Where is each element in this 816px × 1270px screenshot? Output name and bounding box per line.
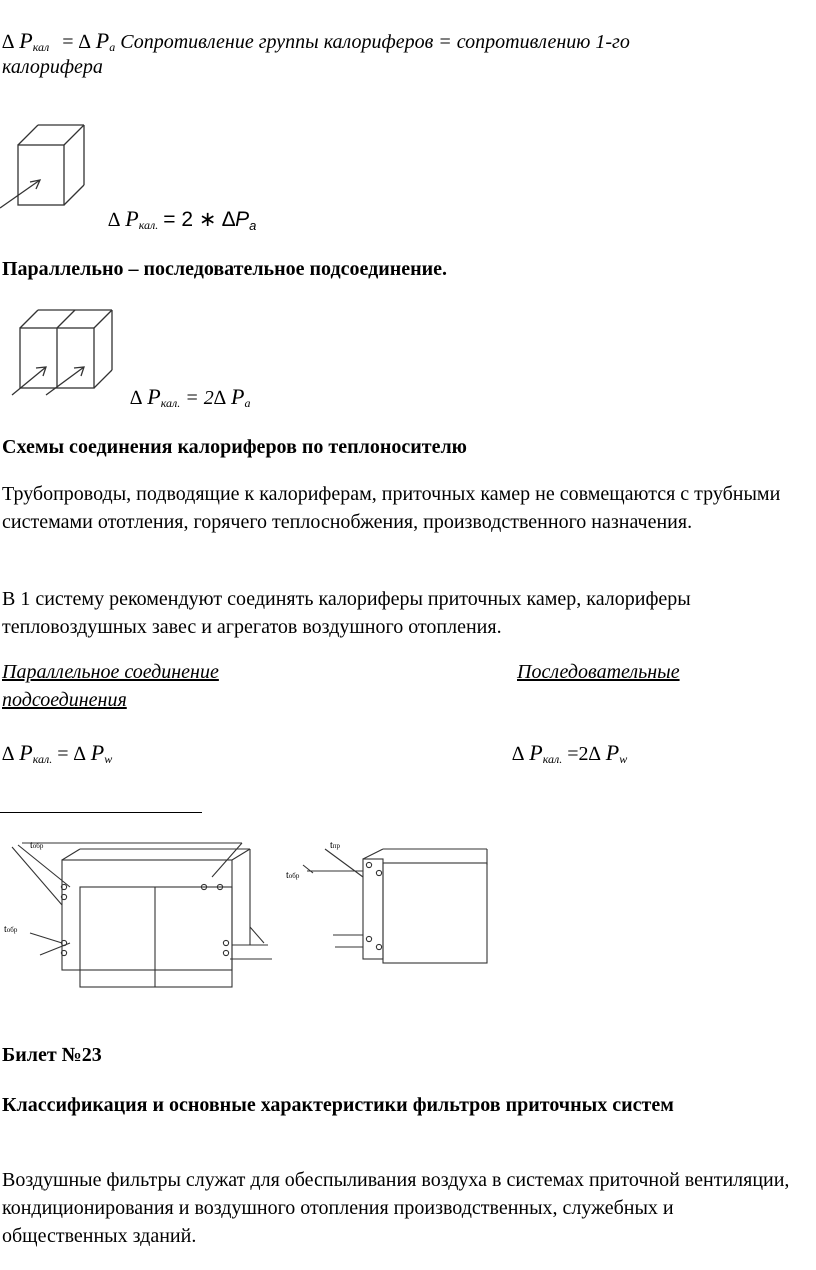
paragraph-filters: Воздушные фильтры служат для обеспыливания воздуха в системах приточной вентиляции, кондиционирования и воздушного отопления производственных, служебных и общественных зданий.	[2, 1169, 790, 1247]
series-formula	[108, 206, 256, 232]
pressure-symbol: P	[125, 206, 139, 231]
pressure-symbol: P	[95, 28, 110, 53]
pressure-symbol: P	[230, 384, 245, 409]
t-obr-label-right	[286, 870, 299, 881]
series-connection-formula	[512, 740, 627, 766]
t-obr-label-left	[30, 840, 43, 851]
label-series-connection-cont: подсоединения	[2, 689, 127, 711]
pressure-subscript: кал.	[542, 752, 563, 766]
heading-parallel-series: Параллельно – последовательное подсоединение.	[2, 258, 448, 280]
double-calorifer-sketch	[0, 305, 130, 405]
ticket-title: Билет №23	[2, 1044, 102, 1066]
parallel-piping-diagram	[0, 835, 290, 975]
pressure-subscript: кал.	[160, 396, 181, 410]
t-symbol: t	[330, 840, 333, 851]
paragraph-one-system: В 1 систему рекомендуют соединять калориферы приточных камер, калориферы тепловоздушных завес и агрегатов воздушного отопления.	[2, 588, 691, 638]
delta-symbol: ∆	[2, 31, 15, 53]
pressure-symbol: P	[605, 740, 620, 765]
pressure-subscript: кал.	[32, 752, 53, 766]
t-symbol: t	[30, 840, 33, 851]
heading-filters: Классификация и основные характеристики фильтров приточных систем	[2, 1094, 674, 1116]
t-symbol: t	[286, 870, 289, 881]
label-parallel-connection	[2, 661, 514, 684]
pressure-subscript: w	[619, 752, 628, 766]
delta-symbol: ∆	[2, 743, 15, 765]
pressure-symbol: P	[19, 740, 33, 765]
parallel-series-formula	[130, 384, 250, 410]
formula-rhs: = 2∆	[185, 387, 226, 409]
pressure-subscript: a	[244, 396, 251, 410]
pressure-subscript: кал	[32, 40, 50, 54]
resistance-formula-line	[2, 28, 630, 54]
pressure-symbol: P	[235, 208, 250, 231]
delta-symbol: ∆	[108, 209, 121, 231]
series-piping-diagram	[285, 835, 495, 965]
delta-symbol: ∆	[130, 387, 143, 409]
pressure-symbol: P	[90, 740, 105, 765]
delta-symbol: ∆	[78, 31, 91, 53]
t-symbol: t	[4, 924, 7, 935]
t-pod-label-left	[4, 924, 17, 935]
pressure-symbol: P	[147, 384, 161, 409]
pressure-symbol: P	[19, 28, 33, 53]
separator-line	[0, 812, 202, 813]
resistance-description: Сопротивление группы калориферов = сопротивлению 1-го	[120, 31, 630, 53]
resistance-description-cont: калорифера	[2, 56, 103, 78]
t-subscript: обр	[6, 926, 18, 934]
pressure-subscript: a	[109, 40, 116, 54]
delta-symbol: ∆	[512, 743, 525, 765]
formula-rhs: = ∆	[57, 743, 86, 765]
pressure-subscript: w	[104, 752, 113, 766]
single-calorifer-sketch	[0, 120, 120, 220]
t-subscript: обр	[288, 872, 300, 880]
t-pod-label-right	[330, 840, 340, 851]
label-series-connection: Последовательные	[517, 661, 680, 683]
t-subscript: обр	[32, 842, 44, 850]
formula-rhs: =2∆	[567, 743, 601, 765]
formula-rhs: = 2 ∗ ∆	[163, 208, 236, 231]
t-subscript: пр	[332, 842, 341, 850]
paragraph-pipelines: Трубопроводы, подводящие к калориферам, приточных камер не совмещаются с трубными системами ототления, горячего теплоснобжения, производственного назначения.	[2, 483, 781, 533]
heading-schemes: Схемы соединения калориферов по теплоносителю	[2, 436, 467, 458]
pressure-subscript: кал.	[138, 218, 159, 232]
equals-sign: =	[62, 31, 74, 53]
pressure-subscript: a	[249, 218, 257, 233]
pressure-symbol: P	[529, 740, 543, 765]
parallel-connection-formula	[2, 740, 112, 766]
label-text: Параллельное соединение	[2, 661, 219, 683]
